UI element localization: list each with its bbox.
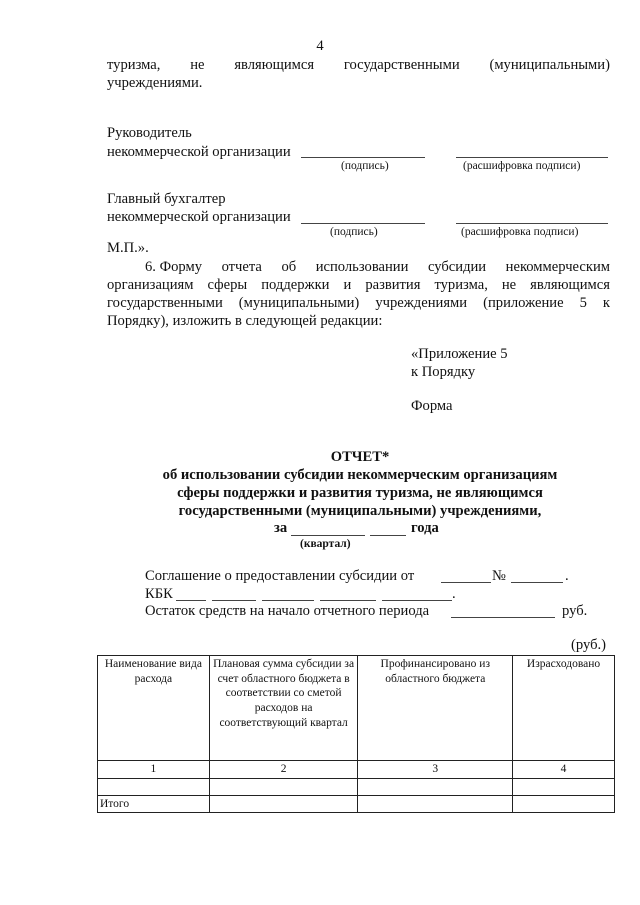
- intro-line-2: учреждениями.: [107, 75, 203, 91]
- paragraph-6-line-4: Порядку), изложить в следующей редакции:: [107, 313, 383, 329]
- agreement-period: .: [565, 568, 569, 584]
- accountant-title: Главный бухгалтер: [107, 191, 226, 207]
- paragraph-word: 5: [579, 295, 587, 311]
- table-cell: [209, 795, 358, 813]
- paragraph-6-line-3: [107, 295, 610, 312]
- appendix-line-2: к Порядку: [411, 364, 476, 380]
- report-table: [97, 655, 615, 813]
- quarter-blank: [291, 535, 365, 536]
- kbk-blank-1: [176, 600, 206, 601]
- stamp-mark: М.П.».: [107, 240, 149, 256]
- report-title-line-2: сферы поддержки и развития туризма, не являющимся: [177, 485, 543, 501]
- report-title-line-1: об использовании субсидии некоммерческим организациям: [162, 467, 558, 483]
- paragraph-word: не: [501, 277, 517, 293]
- paragraph-word: туризма,: [434, 277, 488, 293]
- table-cell: [513, 778, 615, 795]
- balance-blank: [451, 617, 555, 618]
- kbk-period: .: [452, 586, 456, 602]
- kbk-blank-3: [262, 600, 314, 601]
- paragraph-6-line-1: [145, 259, 610, 276]
- report-title-line-3: государственными (муниципальными) учреждениями,: [178, 503, 542, 519]
- kbk-blank-4: [320, 600, 376, 601]
- intro-word: не: [190, 57, 205, 73]
- header-spent: Израсходовано: [513, 656, 615, 761]
- quarter-caption: (квартал): [300, 538, 351, 550]
- accountant-signature-line: [301, 223, 425, 224]
- agreement-number-blank: [511, 582, 563, 583]
- agreement-number-sign: №: [492, 568, 506, 584]
- total-label: Итого: [98, 795, 210, 813]
- accountant-signature-caption: (подпись): [330, 226, 378, 238]
- head-signature-line: [301, 157, 425, 158]
- table-cell: [358, 778, 513, 795]
- kbk-blank-2: [212, 600, 256, 601]
- kbk-label: КБК: [145, 586, 173, 602]
- paragraph-word: об: [281, 259, 297, 275]
- balance-unit: руб.: [562, 603, 588, 619]
- accountant-decoding-caption: (расшифровка подписи): [461, 226, 579, 238]
- table-cell: [209, 778, 358, 795]
- col-number-3: 3: [358, 761, 513, 779]
- table-cell: [358, 795, 513, 813]
- paragraph-word: некоммерческим: [505, 259, 610, 275]
- paragraph-word: учреждениями: [375, 295, 468, 311]
- table-cell: [513, 795, 615, 813]
- paragraph-word: использовании: [315, 259, 409, 275]
- appendix-line-1: «Приложение 5: [411, 346, 508, 362]
- balance-label: Остаток средств на начало отчетного периода: [145, 603, 430, 619]
- paragraph-word: отчета: [221, 259, 262, 275]
- header-planned-amount: Плановая сумма субсидии за счет областного бюджета в соответствии со сметой расходов на соответствующий квартал: [209, 656, 358, 761]
- head-title: Руководитель: [107, 125, 192, 141]
- report-za: за: [274, 520, 288, 536]
- table-header-row: [98, 656, 615, 761]
- col-number-4: 4: [513, 761, 615, 779]
- paragraph-word: субсидии: [427, 259, 487, 275]
- intro-word: туризма,: [107, 57, 161, 73]
- paragraph-word: развития: [365, 277, 421, 293]
- col-number-2: 2: [209, 761, 358, 779]
- paragraph-word: являющимся: [530, 277, 610, 293]
- page-number: 4: [316, 38, 324, 54]
- table-total-row: [98, 795, 615, 813]
- agreement-label: Соглашение о предоставлении субсидии от: [145, 568, 415, 584]
- head-signature-caption: (подпись): [341, 160, 389, 172]
- table-row: [98, 778, 615, 795]
- intro-word: (муниципальными): [489, 57, 610, 73]
- agreement-date-blank: [441, 582, 491, 583]
- report-year-word: года: [411, 520, 439, 536]
- paragraph-word: (муниципальными): [238, 295, 360, 311]
- table-number-row: [98, 761, 615, 779]
- paragraph-word: поддержки: [261, 277, 330, 293]
- table-cell: [98, 778, 210, 795]
- paragraph-word: и: [343, 277, 352, 293]
- header-expense-type: Наименование вида расхода: [98, 656, 210, 761]
- kbk-blank-5: [382, 600, 452, 601]
- paragraph-word: 6. Форму: [145, 259, 203, 275]
- head-decoding-line: [456, 157, 608, 158]
- year-blank: [370, 535, 406, 536]
- intro-word: являющимся: [234, 57, 315, 73]
- accountant-org: некоммерческой организации: [107, 209, 291, 225]
- paragraph-word: (приложение: [483, 295, 564, 311]
- accountant-decoding-line: [456, 223, 608, 224]
- intro-word: государственными: [343, 57, 460, 73]
- head-org: некоммерческой организации: [107, 144, 291, 160]
- table-unit: (руб.): [571, 637, 607, 653]
- form-label: Форма: [411, 398, 453, 414]
- paragraph-6-line-2: [107, 277, 610, 294]
- paragraph-word: к: [602, 295, 610, 311]
- paragraph-word: организациям: [107, 277, 194, 293]
- intro-line-1: [107, 57, 610, 74]
- col-number-1: 1: [98, 761, 210, 779]
- head-decoding-caption: (расшифровка подписи): [463, 160, 581, 172]
- header-financed: Профинансировано из областного бюджета: [358, 656, 513, 761]
- paragraph-word: сферы: [207, 277, 248, 293]
- paragraph-word: государственными: [107, 295, 223, 311]
- report-title: ОТЧЕТ*: [330, 449, 390, 465]
